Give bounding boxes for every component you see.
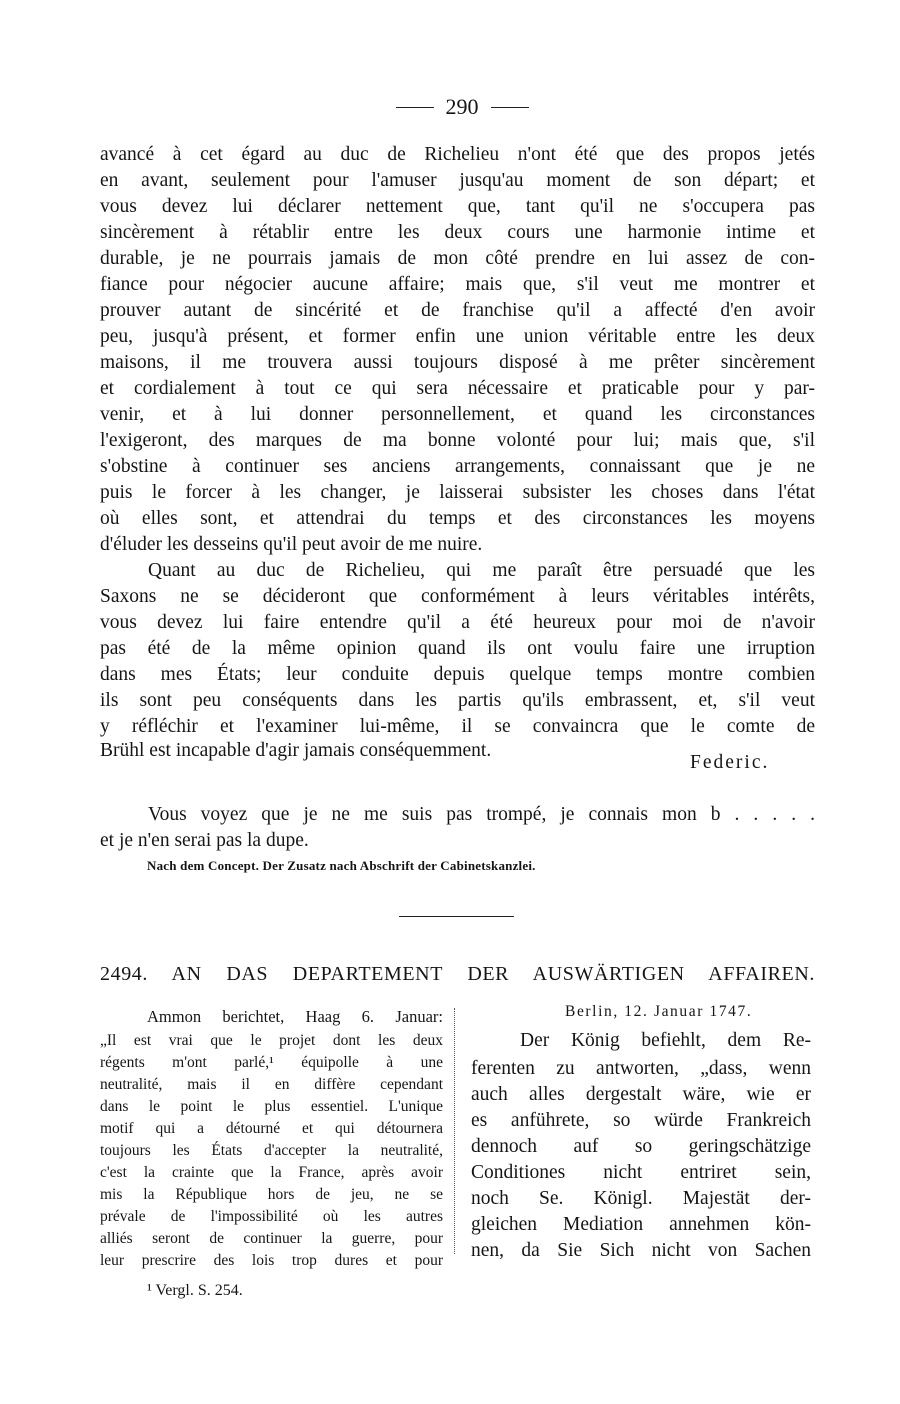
column-separator (454, 1008, 455, 1254)
text-line: ils sont peu conséquents dans les partis qu'ils embrassent, et, s'il veut (100, 690, 815, 711)
text-line: vous devez lui faire entendre qu'il a été heureux pour moi de n'avoir (100, 612, 815, 633)
column-line: leur prescrire des lois trop dures et pour (100, 1252, 443, 1269)
text-line: Brühl est incapable d'agir jamais conséquemment. (100, 740, 492, 761)
page-number: 290 (445, 94, 479, 119)
postscript-line: Vous voyez que je ne me suis pas trompé, je connais mon b . . . . . (148, 804, 815, 825)
date-line: Berlin, 12. Januar 1747. (565, 1003, 753, 1020)
column-line: gleichen Mediation annehmen kön- (471, 1214, 811, 1235)
text-line: prouver autant de sincérité et de franchise qu'il a affecté d'en avoir (100, 300, 815, 321)
header-dash-right (491, 107, 529, 108)
column-line: Conditiones nicht entriret sein, (471, 1162, 811, 1183)
text-line: durable, je ne pourrais jamais de mon côté prendre en lui assez de con- (100, 248, 815, 269)
text-line: pas été de la même opinion quand ils ont voulu faire une irruption (100, 638, 815, 659)
column-line: ferenten zu antworten, „dass, wenn (471, 1058, 811, 1079)
text-line: venir, et à lui donner personnellement, et quand les circonstances (100, 404, 815, 425)
text-line: où elles sont, et attendrai du temps et des circonstances les moyens (100, 508, 815, 529)
source-note: Nach dem Concept. Der Zusatz nach Abschrift der Cabinetskanzlei. (147, 858, 536, 873)
text-line: et cordialement à tout ce qui sera nécessaire et praticable pour y par- (100, 378, 815, 399)
footnote: ¹ Vergl. S. 254. (147, 1282, 243, 1299)
text-line: Saxons ne se décideront que conformément à leurs véritables intérêts, (100, 586, 815, 607)
column-line: prévale de l'impossibilité où les autres (100, 1208, 443, 1225)
column-line: es anführete, so würde Frankreich (471, 1110, 811, 1131)
column-line: Der König befiehlt, dem Re- (520, 1030, 811, 1051)
column-line: auch alles dergestalt wäre, wie er (471, 1084, 811, 1105)
text-line: dans mes États; leur conduite depuis quelque temps montre combien (100, 664, 815, 685)
column-line: alliés seront de continuer la guerre, pour (100, 1230, 443, 1247)
text-line: s'obstine à continuer ses anciens arrangements, connaissant que je ne (100, 456, 815, 477)
text-line: maisons, il me trouvera aussi toujours disposé à me prêter sincèrement (100, 352, 815, 373)
column-line: régents m'ont parlé,¹ équipolle à une (100, 1054, 443, 1071)
text-line: vous devez lui déclarer nettement que, tant qu'il ne s'occupera pas (100, 196, 815, 217)
text-line: l'exigeront, des marques de ma bonne volonté pour lui; mais que, s'il (100, 430, 815, 451)
signature: Federic. (690, 752, 770, 773)
text-line: avancé à cet égard au duc de Richelieu n'ont été que des propos jetés (100, 144, 815, 165)
column-line: „Il est vrai que le projet dont les deux (100, 1032, 443, 1049)
column-line: Ammon berichtet, Haag 6. Januar: (147, 1007, 443, 1026)
page-number-header (384, 94, 540, 120)
column-line: c'est la crainte que la France, après avoir (100, 1164, 443, 1181)
text-line: sincèrement à rétablir entre les deux cours une harmonie intime et (100, 222, 815, 243)
section-divider (399, 916, 514, 917)
header-dash-left (396, 107, 434, 108)
text-line: en avant, seulement pour l'amuser jusqu'au moment de son départ; et (100, 170, 815, 191)
text-line: peu, jusqu'à présent, et former enfin une union véritable entre les deux (100, 326, 815, 347)
column-line: toujours les États d'accepter la neutralité, (100, 1142, 443, 1159)
text-line: puis le forcer à les changer, je laisserai subsister les choses dans l'état (100, 482, 815, 503)
section-heading: 2494. AN DAS DEPARTEMENT DER AUSWÄRTIGEN AFFAIREN. (100, 963, 815, 985)
column-line: neutralité, mais il en diffère cependant (100, 1076, 443, 1093)
column-line: dans le point le plus essentiel. L'unique (100, 1098, 443, 1115)
text-line: y réfléchir et l'examiner lui-même, il se convaincra que le comte de (100, 716, 815, 737)
paragraph-start-line: Quant au duc de Richelieu, qui me paraît être persuadé que les (148, 560, 815, 581)
column-line: nen, da Sie Sich nicht von Sachen (471, 1240, 811, 1261)
postscript-line: et je n'en serai pas la dupe. (100, 830, 309, 851)
column-line: noch Se. Königl. Majestät der- (471, 1188, 811, 1209)
column-line: mis la République hors de jeu, ne se (100, 1186, 443, 1203)
text-line: fiance pour négocier aucune affaire; mais que, s'il veut me montrer et (100, 274, 815, 295)
text-line: d'éluder les desseins qu'il peut avoir de me nuire. (100, 534, 483, 555)
column-line: dennoch auf so geringschätzige (471, 1136, 811, 1157)
column-line: motif qui a détourné et qui détournera (100, 1120, 443, 1137)
